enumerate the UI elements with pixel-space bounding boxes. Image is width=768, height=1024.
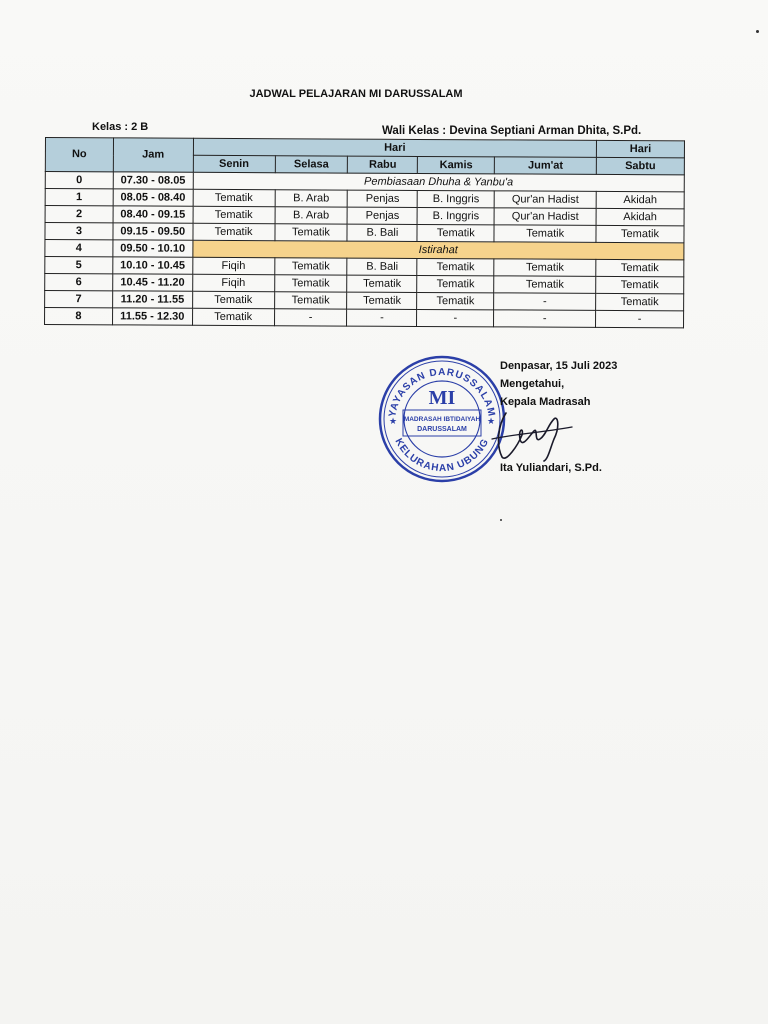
header-hari: Hari (193, 138, 596, 157)
row-time: 11.20 - 11.55 (112, 291, 192, 308)
cell-senin: Tematik (193, 206, 275, 223)
row-no: 4 (45, 240, 113, 257)
cell-sabtu: Tematik (596, 276, 684, 293)
header-day-senin: Senin (193, 155, 275, 172)
cell-selasa: - (274, 309, 347, 326)
cell-kamis: - (417, 309, 494, 326)
stamp-center: MI (428, 387, 456, 409)
cell-kamis: B. Inggris (417, 207, 494, 224)
header-no: No (45, 138, 113, 172)
cell-jumat: Tematik (494, 225, 596, 243)
star-icon: ★ (487, 416, 496, 426)
row-time: 11.55 - 12.30 (112, 308, 192, 325)
stamp-bottom-text: KELURAHAN UBUNG (392, 436, 492, 475)
header-day-kamis: Kamis (418, 156, 495, 173)
svg-text:KELURAHAN UBUNG (392, 437, 491, 474)
handwritten-signature (488, 405, 578, 465)
cell-selasa: Tematik (274, 258, 347, 275)
cell-jumat: Qur'an Hadist (494, 191, 596, 209)
table-row (45, 308, 684, 328)
cell-kamis: Tematik (417, 292, 494, 309)
cell-selasa: Tematik (275, 224, 348, 241)
cell-sabtu: Tematik (596, 293, 684, 310)
class-label: Kelas : 2 B (92, 121, 149, 133)
schedule-table (44, 137, 685, 328)
cell-kamis: B. Inggris (417, 190, 494, 207)
cell-rabu: Penjas (348, 190, 418, 207)
cell-rabu: Tematik (347, 292, 417, 309)
star-icon: ★ (389, 416, 398, 426)
acknowledged-label: Mengetahui, (500, 378, 565, 390)
cell-jumat: - (494, 310, 596, 328)
cell-jumat: Tematik (494, 259, 596, 277)
cell-jumat: Qur'an Hadist (494, 208, 596, 226)
header-hari-sabtu: Hari (596, 140, 684, 157)
cell-rabu: Penjas (348, 207, 418, 224)
row-time: 10.10 - 10.45 (113, 257, 193, 274)
stamp-line1: MADRASAH IBTIDAIYAH (403, 416, 481, 423)
row-time: 09.50 - 10.10 (113, 240, 193, 257)
row-no: 2 (45, 206, 113, 223)
cell-jumat: - (494, 293, 596, 311)
stamp-top-text: YAYASAN DARUSSALAM (387, 366, 497, 418)
row-no: 0 (45, 172, 113, 189)
cell-selasa: Tematik (274, 292, 347, 309)
cell-rabu: B. Bali (347, 258, 417, 275)
speck (756, 30, 759, 33)
cell-sabtu: Akidah (596, 208, 684, 225)
cell-senin: Tematik (193, 189, 275, 206)
cell-kamis: Tematik (417, 224, 494, 241)
stamp-line2: DARUSSALAM (417, 426, 467, 433)
row-time: 10.45 - 11.20 (113, 274, 193, 291)
row-time: 08.40 - 09.15 (113, 206, 193, 223)
header-day-rabu: Rabu (348, 156, 418, 173)
row-time: 07.30 - 08.05 (113, 172, 193, 189)
cell-rabu: - (347, 309, 417, 326)
row-no: 8 (45, 308, 113, 325)
cell-senin: Tematik (192, 308, 274, 325)
signer-name: Ita Yuliandari, S.Pd. (500, 462, 602, 474)
homeroom-teacher-label: Wali Kelas : Devina Septiani Arman Dhita, S.Pd. (382, 125, 642, 137)
break-span: Istirahat (193, 240, 684, 260)
cell-sabtu: - (596, 310, 684, 327)
row-no: 5 (45, 257, 113, 274)
cell-selasa: Tematik (274, 275, 347, 292)
cell-rabu: B. Bali (347, 224, 417, 241)
row-no: 3 (45, 223, 113, 240)
speck (500, 519, 502, 521)
signature-block (500, 357, 617, 411)
activity-span: Pembiasaan Dhuha & Yanbu'a (193, 172, 684, 192)
cell-kamis: Tematik (417, 275, 494, 292)
cell-senin: Tematik (192, 291, 274, 308)
cell-sabtu: Akidah (596, 191, 684, 208)
cell-rabu: Tematik (347, 275, 417, 292)
header-day-selasa: Selasa (275, 156, 348, 173)
cell-jumat: Tematik (494, 276, 596, 294)
cell-sabtu: Tematik (596, 259, 684, 276)
header-day-jumat: Jum'at (495, 157, 597, 175)
row-no: 1 (45, 189, 113, 206)
header-jam: Jam (113, 138, 193, 172)
row-no: 6 (45, 274, 113, 291)
cell-senin: Tematik (193, 223, 275, 240)
page-title: JADWAL PELAJARAN MI DARUSSALAM (249, 88, 463, 100)
place-date: Denpasar, 15 Juli 2023 (500, 360, 618, 372)
header-day-sabtu: Sabtu (596, 157, 684, 174)
cell-sabtu: Tematik (596, 225, 684, 242)
row-time: 08.05 - 08.40 (113, 189, 193, 206)
cell-kamis: Tematik (417, 258, 494, 275)
cell-selasa: B. Arab (275, 207, 348, 224)
position-label: Kepala Madrasah (500, 396, 591, 408)
cell-senin: Fiqih (192, 274, 274, 291)
row-time: 09.15 - 09.50 (113, 223, 193, 240)
cell-selasa: B. Arab (275, 190, 348, 207)
row-no: 7 (45, 291, 113, 308)
cell-senin: Fiqih (192, 257, 274, 274)
